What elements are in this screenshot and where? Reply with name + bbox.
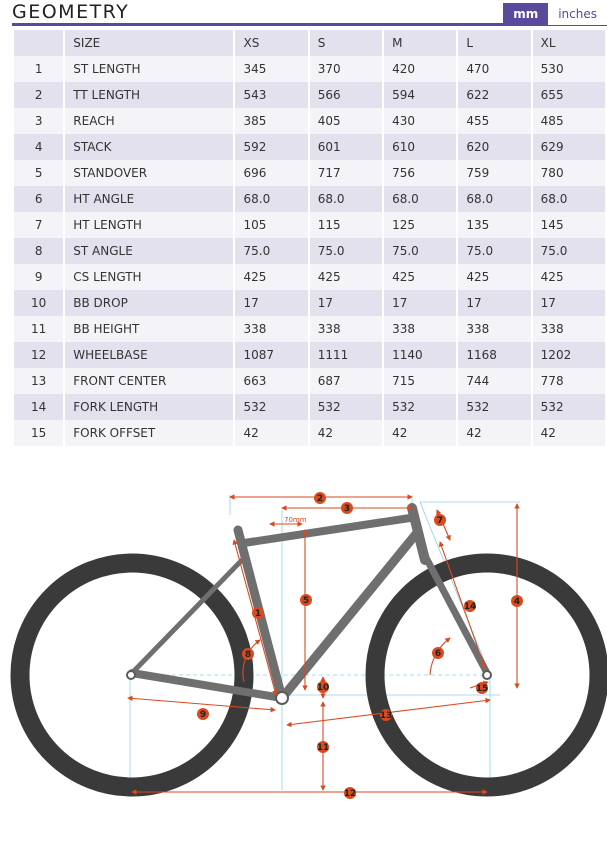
measurement-value: 655 [533,82,605,108]
measurement-value: 338 [533,316,605,342]
measurement-name: BB DROP [65,290,233,316]
row-number: 5 [14,160,63,186]
column-header-m: M [384,30,456,56]
measurement-value: 1202 [533,342,605,368]
measurement-value: 338 [235,316,307,342]
svg-text:8: 8 [244,650,252,660]
measurement-value: 68.0 [384,186,456,212]
row-number: 14 [14,394,63,420]
measurement-value: 17 [384,290,456,316]
row-number: 4 [14,134,63,160]
table-row [14,342,605,368]
marker-11 [317,741,330,753]
table-row [14,56,605,82]
measurement-value: 68.0 [533,186,605,212]
measurement-value: 75.0 [310,238,382,264]
measurement-value: 756 [384,160,456,186]
measurement-value: 532 [235,394,307,420]
table-body [14,56,605,446]
measurement-value: 425 [384,264,456,290]
geometry-header [12,0,607,26]
measurement-name: HT LENGTH [65,212,233,238]
measurement-value: 42 [235,420,307,446]
table-row [14,316,605,342]
measurement-value: 1111 [310,342,382,368]
row-number: 10 [14,290,63,316]
measurement-name: BB HEIGHT [65,316,233,342]
marker-1 [252,607,264,619]
row-number: 6 [14,186,63,212]
measurement-value: 778 [533,368,605,394]
svg-text:11: 11 [316,743,330,753]
measurement-value: 42 [384,420,456,446]
marker-14 [464,600,477,612]
measurement-value: 1140 [384,342,456,368]
svg-text:4: 4 [513,597,521,607]
measurement-value: 430 [384,108,456,134]
measurement-value: 532 [458,394,530,420]
measurement-value: 75.0 [533,238,605,264]
table-row [14,394,605,420]
measurement-value: 135 [458,212,530,238]
svg-text:7: 7 [436,516,444,526]
row-number: 7 [14,212,63,238]
bike-geometry-diagram [0,470,607,830]
measurement-value: 715 [384,368,456,394]
marker-6 [432,647,444,659]
measurement-value: 338 [384,316,456,342]
measurement-value: 532 [384,394,456,420]
svg-text:10: 10 [316,683,330,693]
measurement-name: FRONT CENTER [65,368,233,394]
measurement-value: 75.0 [384,238,456,264]
measurement-value: 1168 [458,342,530,368]
marker-2 [314,492,326,504]
table-header-row [14,30,605,56]
measurement-value: 566 [310,82,382,108]
svg-text:6: 6 [434,649,442,659]
front-axle [483,671,491,679]
measurement-value: 425 [310,264,382,290]
measurement-value: 610 [384,134,456,160]
measurement-value: 744 [458,368,530,394]
measurement-value: 405 [310,108,382,134]
row-number: 12 [14,342,63,368]
svg-text:14: 14 [463,602,477,612]
svg-text:13: 13 [379,711,393,721]
measurement-value: 759 [458,160,530,186]
column-header-xl: XL [533,30,605,56]
measurement-value: 543 [235,82,307,108]
marker-7 [434,514,446,526]
svg-text:12: 12 [343,789,357,799]
row-number: 3 [14,108,63,134]
marker-4 [511,595,523,607]
svg-text:9: 9 [199,710,207,720]
measurement-value: 68.0 [458,186,530,212]
measurement-value: 68.0 [235,186,307,212]
measurement-value: 592 [235,134,307,160]
marker-10 [317,681,330,693]
svg-text:5: 5 [302,596,310,606]
row-number: 11 [14,316,63,342]
unit-inches-button[interactable]: inches [548,3,607,25]
column-header-xs: XS [235,30,307,56]
measurement-value: 455 [458,108,530,134]
page-title: GEOMETRY [12,1,130,23]
measurement-value: 68.0 [310,186,382,212]
measurement-value: 470 [458,56,530,82]
measurement-name: ST LENGTH [65,56,233,82]
measurement-value: 17 [310,290,382,316]
table-row [14,108,605,134]
svg-text:1: 1 [254,609,262,619]
measurement-name: FORK OFFSET [65,420,233,446]
marker-13 [380,709,393,721]
offset-annotation: 70mm [284,516,307,524]
measurement-name: TT LENGTH [65,82,233,108]
row-number: 1 [14,56,63,82]
marker-12 [344,787,357,799]
table-row [14,264,605,290]
measurement-value: 687 [310,368,382,394]
table-row [14,212,605,238]
measurement-value: 601 [310,134,382,160]
measurement-value: 620 [458,134,530,160]
measurement-value: 75.0 [235,238,307,264]
svg-text:15: 15 [475,684,489,694]
row-number: 15 [14,420,63,446]
measurement-value: 345 [235,56,307,82]
table-row [14,368,605,394]
unit-mm-button[interactable]: mm [503,3,548,25]
column-header-size: SIZE [65,30,233,56]
measurement-value: 622 [458,82,530,108]
measurement-value: 530 [533,56,605,82]
measurement-value: 17 [235,290,307,316]
measurement-value: 42 [458,420,530,446]
measurement-value: 532 [533,394,605,420]
measurement-value: 42 [533,420,605,446]
bottom-bracket [276,692,288,704]
measurement-value: 17 [533,290,605,316]
measurement-value: 42 [310,420,382,446]
measurement-value: 780 [533,160,605,186]
row-number: 13 [14,368,63,394]
measurement-value: 1087 [235,342,307,368]
table-row [14,420,605,446]
measurement-value: 663 [235,368,307,394]
measurement-value: 717 [310,160,382,186]
measurement-value: 338 [310,316,382,342]
measurement-value: 532 [310,394,382,420]
measurement-name: FORK LENGTH [65,394,233,420]
measurement-name: STACK [65,134,233,160]
unit-toggle [503,3,607,25]
measurement-name: REACH [65,108,233,134]
geometry-table [12,30,607,446]
row-number: 2 [14,82,63,108]
measurement-value: 420 [384,56,456,82]
measurement-name: ST ANGLE [65,238,233,264]
measurement-value: 125 [384,212,456,238]
rear-axle [127,671,135,679]
row-number: 9 [14,264,63,290]
measurement-name: WHEELBASE [65,342,233,368]
measurement-name: CS LENGTH [65,264,233,290]
measurement-value: 696 [235,160,307,186]
measurement-value: 370 [310,56,382,82]
row-number: 8 [14,238,63,264]
table-row [14,290,605,316]
marker-3 [341,502,353,514]
marker-8 [242,648,254,660]
measurement-value: 338 [458,316,530,342]
table-row [14,238,605,264]
measurement-name: HT ANGLE [65,186,233,212]
svg-text:2: 2 [316,494,324,504]
marker-9 [197,708,209,720]
table-row [14,160,605,186]
measurement-value: 425 [533,264,605,290]
measurement-value: 75.0 [458,238,530,264]
measurement-value: 425 [235,264,307,290]
measurement-value: 425 [458,264,530,290]
svg-text:3: 3 [343,504,351,514]
marker-5 [300,594,312,606]
table-row [14,134,605,160]
measurement-value: 485 [533,108,605,134]
table-row [14,82,605,108]
measurement-value: 115 [310,212,382,238]
column-header-number [14,30,63,56]
marker-15 [476,682,489,694]
column-header-l: L [458,30,530,56]
measurement-value: 594 [384,82,456,108]
measurement-value: 385 [235,108,307,134]
measurement-value: 145 [533,212,605,238]
column-header-s: S [310,30,382,56]
table-row [14,186,605,212]
measurement-value: 105 [235,212,307,238]
measurement-value: 17 [458,290,530,316]
measurement-value: 629 [533,134,605,160]
measurement-name: STANDOVER [65,160,233,186]
